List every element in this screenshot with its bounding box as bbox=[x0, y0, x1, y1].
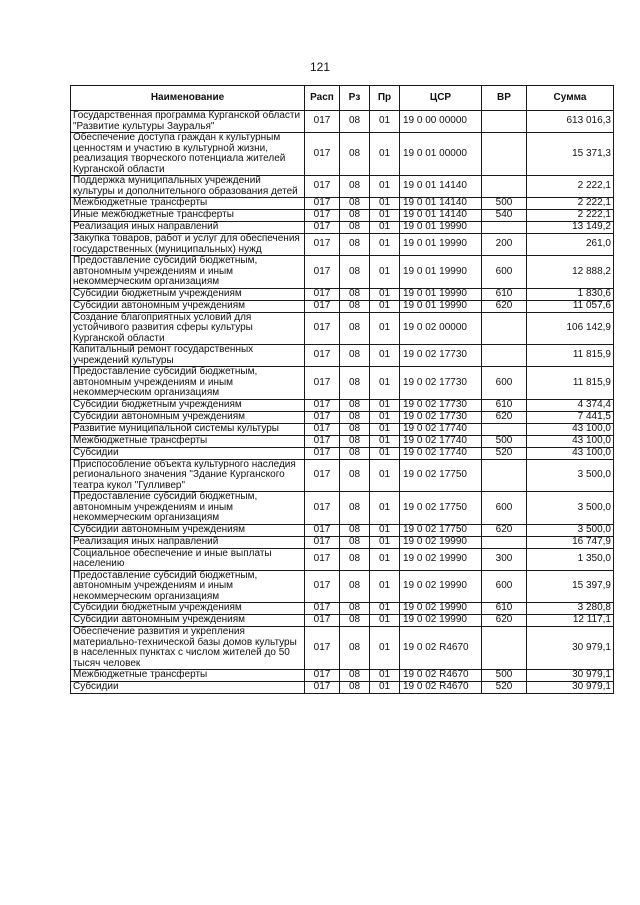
row-pr: 01 bbox=[370, 345, 400, 367]
row-name: Реализация иных направлений bbox=[71, 222, 305, 234]
row-vr: 500 bbox=[482, 198, 527, 210]
row-vr bbox=[482, 345, 527, 367]
table-row bbox=[71, 603, 614, 615]
row-rasp: 017 bbox=[305, 615, 340, 627]
table-row bbox=[71, 133, 614, 176]
row-rz: 08 bbox=[340, 399, 370, 411]
row-pr: 01 bbox=[370, 133, 400, 176]
row-rz: 08 bbox=[340, 570, 370, 603]
table-row bbox=[71, 411, 614, 423]
row-rz: 08 bbox=[340, 312, 370, 345]
row-pr: 01 bbox=[370, 524, 400, 536]
row-vr: 600 bbox=[482, 570, 527, 603]
row-rasp: 017 bbox=[305, 399, 340, 411]
row-sum: 11 057,6 bbox=[527, 300, 614, 312]
row-rasp: 017 bbox=[305, 570, 340, 603]
row-rasp: 017 bbox=[305, 345, 340, 367]
row-name: Обеспечение доступа граждан к культурным ценностям и участию в культурной жизни, реализация творческого потенциала жителей Курганской области bbox=[71, 133, 305, 176]
row-name: Государственная программа Курганской области "Развитие культуры Зауралья" bbox=[71, 111, 305, 133]
row-rasp: 017 bbox=[305, 234, 340, 256]
row-name: Субсидии автономным учреждениям bbox=[71, 615, 305, 627]
row-rasp: 017 bbox=[305, 682, 340, 694]
row-vr: 600 bbox=[482, 492, 527, 525]
row-pr: 01 bbox=[370, 256, 400, 289]
row-pr: 01 bbox=[370, 312, 400, 345]
row-name: Субсидии автономным учреждениям bbox=[71, 524, 305, 536]
row-csr: 19 0 02 19990 bbox=[400, 603, 482, 615]
table-row bbox=[71, 111, 614, 133]
row-rasp: 017 bbox=[305, 198, 340, 210]
row-name: Закупка товаров, работ и услуг для обеспечения государственных (муниципальных) нужд bbox=[71, 234, 305, 256]
row-rz: 08 bbox=[340, 111, 370, 133]
row-sum: 2 222,1 bbox=[527, 176, 614, 198]
table-body bbox=[71, 111, 614, 694]
row-name: Иные межбюджетные трансферты bbox=[71, 210, 305, 222]
row-rasp: 017 bbox=[305, 548, 340, 570]
row-pr: 01 bbox=[370, 670, 400, 682]
row-vr bbox=[482, 312, 527, 345]
table-row bbox=[71, 492, 614, 525]
row-rasp: 017 bbox=[305, 176, 340, 198]
row-sum: 3 500,0 bbox=[527, 524, 614, 536]
row-csr: 19 0 01 14140 bbox=[400, 198, 482, 210]
row-pr: 01 bbox=[370, 176, 400, 198]
row-pr: 01 bbox=[370, 300, 400, 312]
row-name: Обеспечение развития и укрепления материально-технической базы домов культуры в населенных пунктах с числом жителей до 50 тысяч человек bbox=[71, 627, 305, 670]
row-sum: 43 100,0 bbox=[527, 447, 614, 459]
table-row bbox=[71, 198, 614, 210]
row-name: Социальное обеспечение и иные выплаты населению bbox=[71, 548, 305, 570]
row-rasp: 017 bbox=[305, 288, 340, 300]
header-pr: Пр bbox=[370, 86, 400, 111]
header-rasp: Расп bbox=[305, 86, 340, 111]
row-pr: 01 bbox=[370, 222, 400, 234]
table-row bbox=[71, 570, 614, 603]
row-vr: 620 bbox=[482, 615, 527, 627]
row-pr: 01 bbox=[370, 367, 400, 400]
table-row bbox=[71, 447, 614, 459]
row-csr: 19 0 02 17750 bbox=[400, 492, 482, 525]
row-rz: 08 bbox=[340, 234, 370, 256]
row-pr: 01 bbox=[370, 682, 400, 694]
row-name: Приспособление объекта культурного наследия регионального значения "Здание Курганского театра кукол "Гулливер" bbox=[71, 459, 305, 492]
row-rasp: 017 bbox=[305, 603, 340, 615]
table-row bbox=[71, 423, 614, 435]
row-vr bbox=[482, 627, 527, 670]
row-name: Субсидии bbox=[71, 682, 305, 694]
row-pr: 01 bbox=[370, 492, 400, 525]
row-sum: 1 830,6 bbox=[527, 288, 614, 300]
header-csr: ЦСР bbox=[400, 86, 482, 111]
table-row bbox=[71, 256, 614, 289]
row-rz: 08 bbox=[340, 435, 370, 447]
row-pr: 01 bbox=[370, 447, 400, 459]
row-rz: 08 bbox=[340, 423, 370, 435]
row-rz: 08 bbox=[340, 447, 370, 459]
row-csr: 19 0 01 19990 bbox=[400, 256, 482, 289]
table-row bbox=[71, 670, 614, 682]
row-rasp: 017 bbox=[305, 435, 340, 447]
row-pr: 01 bbox=[370, 111, 400, 133]
row-vr: 620 bbox=[482, 411, 527, 423]
row-vr: 620 bbox=[482, 300, 527, 312]
row-pr: 01 bbox=[370, 435, 400, 447]
row-csr: 19 0 02 17730 bbox=[400, 411, 482, 423]
table-row bbox=[71, 300, 614, 312]
row-pr: 01 bbox=[370, 198, 400, 210]
row-sum: 12 117,1 bbox=[527, 615, 614, 627]
row-sum: 30 979,1 bbox=[527, 670, 614, 682]
row-sum: 12 888,2 bbox=[527, 256, 614, 289]
row-csr: 19 0 01 14140 bbox=[400, 210, 482, 222]
row-name: Реализация иных направлений bbox=[71, 536, 305, 548]
row-rasp: 017 bbox=[305, 492, 340, 525]
table-row bbox=[71, 682, 614, 694]
row-csr: 19 0 02 17750 bbox=[400, 459, 482, 492]
row-csr: 19 0 02 19990 bbox=[400, 548, 482, 570]
row-sum: 3 280,8 bbox=[527, 603, 614, 615]
row-rz: 08 bbox=[340, 176, 370, 198]
header-sum: Сумма bbox=[527, 86, 614, 111]
row-vr: 610 bbox=[482, 399, 527, 411]
row-csr: 19 0 02 17740 bbox=[400, 447, 482, 459]
row-name: Субсидии автономным учреждениям bbox=[71, 411, 305, 423]
row-vr bbox=[482, 536, 527, 548]
row-csr: 19 0 02 19990 bbox=[400, 615, 482, 627]
header-rz: Рз bbox=[340, 86, 370, 111]
row-csr: 19 0 02 R4670 bbox=[400, 670, 482, 682]
row-rz: 08 bbox=[340, 222, 370, 234]
row-name: Предоставление субсидий бюджетным, автономным учреждениям и иным некоммерческим организациям bbox=[71, 367, 305, 400]
table-row bbox=[71, 399, 614, 411]
row-name: Межбюджетные трансферты bbox=[71, 670, 305, 682]
row-vr bbox=[482, 222, 527, 234]
row-rasp: 017 bbox=[305, 210, 340, 222]
row-rz: 08 bbox=[340, 367, 370, 400]
row-csr: 19 0 02 17740 bbox=[400, 423, 482, 435]
table-row bbox=[71, 222, 614, 234]
row-sum: 1 350,0 bbox=[527, 548, 614, 570]
row-sum: 43 100,0 bbox=[527, 435, 614, 447]
row-name: Межбюджетные трансферты bbox=[71, 198, 305, 210]
row-rasp: 017 bbox=[305, 312, 340, 345]
table-row bbox=[71, 548, 614, 570]
row-rasp: 017 bbox=[305, 222, 340, 234]
row-csr: 19 0 02 17740 bbox=[400, 435, 482, 447]
table-row bbox=[71, 627, 614, 670]
row-csr: 19 0 02 17730 bbox=[400, 345, 482, 367]
row-rz: 08 bbox=[340, 345, 370, 367]
row-name: Капитальный ремонт государственных учреждений культуры bbox=[71, 345, 305, 367]
row-csr: 19 0 00 00000 bbox=[400, 111, 482, 133]
row-csr: 19 0 02 19990 bbox=[400, 536, 482, 548]
row-pr: 01 bbox=[370, 288, 400, 300]
row-rz: 08 bbox=[340, 536, 370, 548]
row-vr: 520 bbox=[482, 682, 527, 694]
row-name: Межбюджетные трансферты bbox=[71, 435, 305, 447]
table-row bbox=[71, 524, 614, 536]
row-vr bbox=[482, 111, 527, 133]
row-sum: 7 441,5 bbox=[527, 411, 614, 423]
table-row bbox=[71, 210, 614, 222]
row-pr: 01 bbox=[370, 603, 400, 615]
row-vr: 500 bbox=[482, 670, 527, 682]
row-rz: 08 bbox=[340, 411, 370, 423]
row-rz: 08 bbox=[340, 256, 370, 289]
row-vr: 610 bbox=[482, 288, 527, 300]
row-pr: 01 bbox=[370, 423, 400, 435]
row-sum: 106 142,9 bbox=[527, 312, 614, 345]
row-sum: 613 016,3 bbox=[527, 111, 614, 133]
row-rz: 08 bbox=[340, 524, 370, 536]
row-csr: 19 0 01 00000 bbox=[400, 133, 482, 176]
row-csr: 19 0 02 17750 bbox=[400, 524, 482, 536]
row-name: Создание благоприятных условий для устойчивого развития сферы культуры Курганской области bbox=[71, 312, 305, 345]
row-vr: 500 bbox=[482, 435, 527, 447]
row-csr: 19 0 02 R4670 bbox=[400, 627, 482, 670]
row-pr: 01 bbox=[370, 411, 400, 423]
row-name: Субсидии бюджетным учреждениям bbox=[71, 399, 305, 411]
table-row bbox=[71, 435, 614, 447]
row-csr: 19 0 01 19990 bbox=[400, 288, 482, 300]
row-pr: 01 bbox=[370, 570, 400, 603]
row-vr bbox=[482, 459, 527, 492]
row-rasp: 017 bbox=[305, 447, 340, 459]
row-sum: 13 149,2 bbox=[527, 222, 614, 234]
table-row bbox=[71, 176, 614, 198]
table-row bbox=[71, 288, 614, 300]
row-sum: 16 747,9 bbox=[527, 536, 614, 548]
row-rz: 08 bbox=[340, 548, 370, 570]
row-rasp: 017 bbox=[305, 111, 340, 133]
row-rasp: 017 bbox=[305, 459, 340, 492]
row-name: Поддержка муниципальных учреждений культуры и дополнительного образования детей bbox=[71, 176, 305, 198]
row-rasp: 017 bbox=[305, 670, 340, 682]
row-name: Субсидии бюджетным учреждениям bbox=[71, 288, 305, 300]
row-rasp: 017 bbox=[305, 256, 340, 289]
row-rasp: 017 bbox=[305, 423, 340, 435]
row-rz: 08 bbox=[340, 210, 370, 222]
row-sum: 15 371,3 bbox=[527, 133, 614, 176]
row-name: Субсидии бюджетным учреждениям bbox=[71, 603, 305, 615]
row-name: Субсидии bbox=[71, 447, 305, 459]
row-vr: 200 bbox=[482, 234, 527, 256]
table-row bbox=[71, 234, 614, 256]
row-rz: 08 bbox=[340, 603, 370, 615]
row-rz: 08 bbox=[340, 300, 370, 312]
row-csr: 19 0 02 00000 bbox=[400, 312, 482, 345]
row-rasp: 017 bbox=[305, 300, 340, 312]
header-vr: ВР bbox=[482, 86, 527, 111]
row-rz: 08 bbox=[340, 133, 370, 176]
row-rasp: 017 bbox=[305, 367, 340, 400]
row-rz: 08 bbox=[340, 459, 370, 492]
row-csr: 19 0 02 17730 bbox=[400, 399, 482, 411]
row-name: Субсидии автономным учреждениям bbox=[71, 300, 305, 312]
row-rz: 08 bbox=[340, 670, 370, 682]
table-row bbox=[71, 312, 614, 345]
table-row bbox=[71, 459, 614, 492]
table-header-row bbox=[71, 86, 614, 111]
row-csr: 19 0 01 19990 bbox=[400, 222, 482, 234]
row-sum: 261,0 bbox=[527, 234, 614, 256]
row-vr: 620 bbox=[482, 524, 527, 536]
row-sum: 43 100,0 bbox=[527, 423, 614, 435]
row-name: Предоставление субсидий бюджетным, автономным учреждениям и иным некоммерческим организациям bbox=[71, 570, 305, 603]
row-vr bbox=[482, 423, 527, 435]
row-rz: 08 bbox=[340, 198, 370, 210]
row-vr: 600 bbox=[482, 367, 527, 400]
row-pr: 01 bbox=[370, 399, 400, 411]
row-sum: 11 815,9 bbox=[527, 367, 614, 400]
row-pr: 01 bbox=[370, 234, 400, 256]
table-row bbox=[71, 615, 614, 627]
row-sum: 4 374,4 bbox=[527, 399, 614, 411]
row-pr: 01 bbox=[370, 627, 400, 670]
row-sum: 2 222,1 bbox=[527, 198, 614, 210]
row-sum: 15 397,9 bbox=[527, 570, 614, 603]
row-csr: 19 0 01 19990 bbox=[400, 300, 482, 312]
row-pr: 01 bbox=[370, 536, 400, 548]
row-rasp: 017 bbox=[305, 627, 340, 670]
row-rz: 08 bbox=[340, 492, 370, 525]
row-sum: 30 979,1 bbox=[527, 627, 614, 670]
table-row bbox=[71, 345, 614, 367]
row-rasp: 017 bbox=[305, 536, 340, 548]
page-number: 121 bbox=[309, 60, 331, 74]
row-sum: 3 500,0 bbox=[527, 492, 614, 525]
row-rz: 08 bbox=[340, 288, 370, 300]
row-vr bbox=[482, 133, 527, 176]
row-vr: 520 bbox=[482, 447, 527, 459]
row-vr: 540 bbox=[482, 210, 527, 222]
row-name: Развитие муниципальной системы культуры bbox=[71, 423, 305, 435]
row-vr bbox=[482, 176, 527, 198]
row-name: Предоставление субсидий бюджетным, автономным учреждениям и иным некоммерческим организациям bbox=[71, 256, 305, 289]
row-sum: 3 500,0 bbox=[527, 459, 614, 492]
table-row bbox=[71, 536, 614, 548]
row-vr: 610 bbox=[482, 603, 527, 615]
row-pr: 01 bbox=[370, 615, 400, 627]
row-sum: 30 979,1 bbox=[527, 682, 614, 694]
row-pr: 01 bbox=[370, 548, 400, 570]
row-csr: 19 0 02 R4670 bbox=[400, 682, 482, 694]
row-pr: 01 bbox=[370, 459, 400, 492]
header-name: Наименование bbox=[71, 86, 305, 111]
row-name: Предоставление субсидий бюджетным, автономным учреждениям и иным некоммерческим организациям bbox=[71, 492, 305, 525]
table-row bbox=[71, 367, 614, 400]
row-rz: 08 bbox=[340, 615, 370, 627]
row-csr: 19 0 01 19990 bbox=[400, 234, 482, 256]
row-vr: 600 bbox=[482, 256, 527, 289]
row-sum: 11 815,9 bbox=[527, 345, 614, 367]
row-sum: 2 222,1 bbox=[527, 210, 614, 222]
row-csr: 19 0 02 17730 bbox=[400, 367, 482, 400]
row-csr: 19 0 02 19990 bbox=[400, 570, 482, 603]
row-rasp: 017 bbox=[305, 524, 340, 536]
row-rz: 08 bbox=[340, 627, 370, 670]
budget-table bbox=[70, 85, 614, 694]
row-rasp: 017 bbox=[305, 411, 340, 423]
row-csr: 19 0 01 14140 bbox=[400, 176, 482, 198]
row-rz: 08 bbox=[340, 682, 370, 694]
row-vr: 300 bbox=[482, 548, 527, 570]
row-pr: 01 bbox=[370, 210, 400, 222]
row-rasp: 017 bbox=[305, 133, 340, 176]
